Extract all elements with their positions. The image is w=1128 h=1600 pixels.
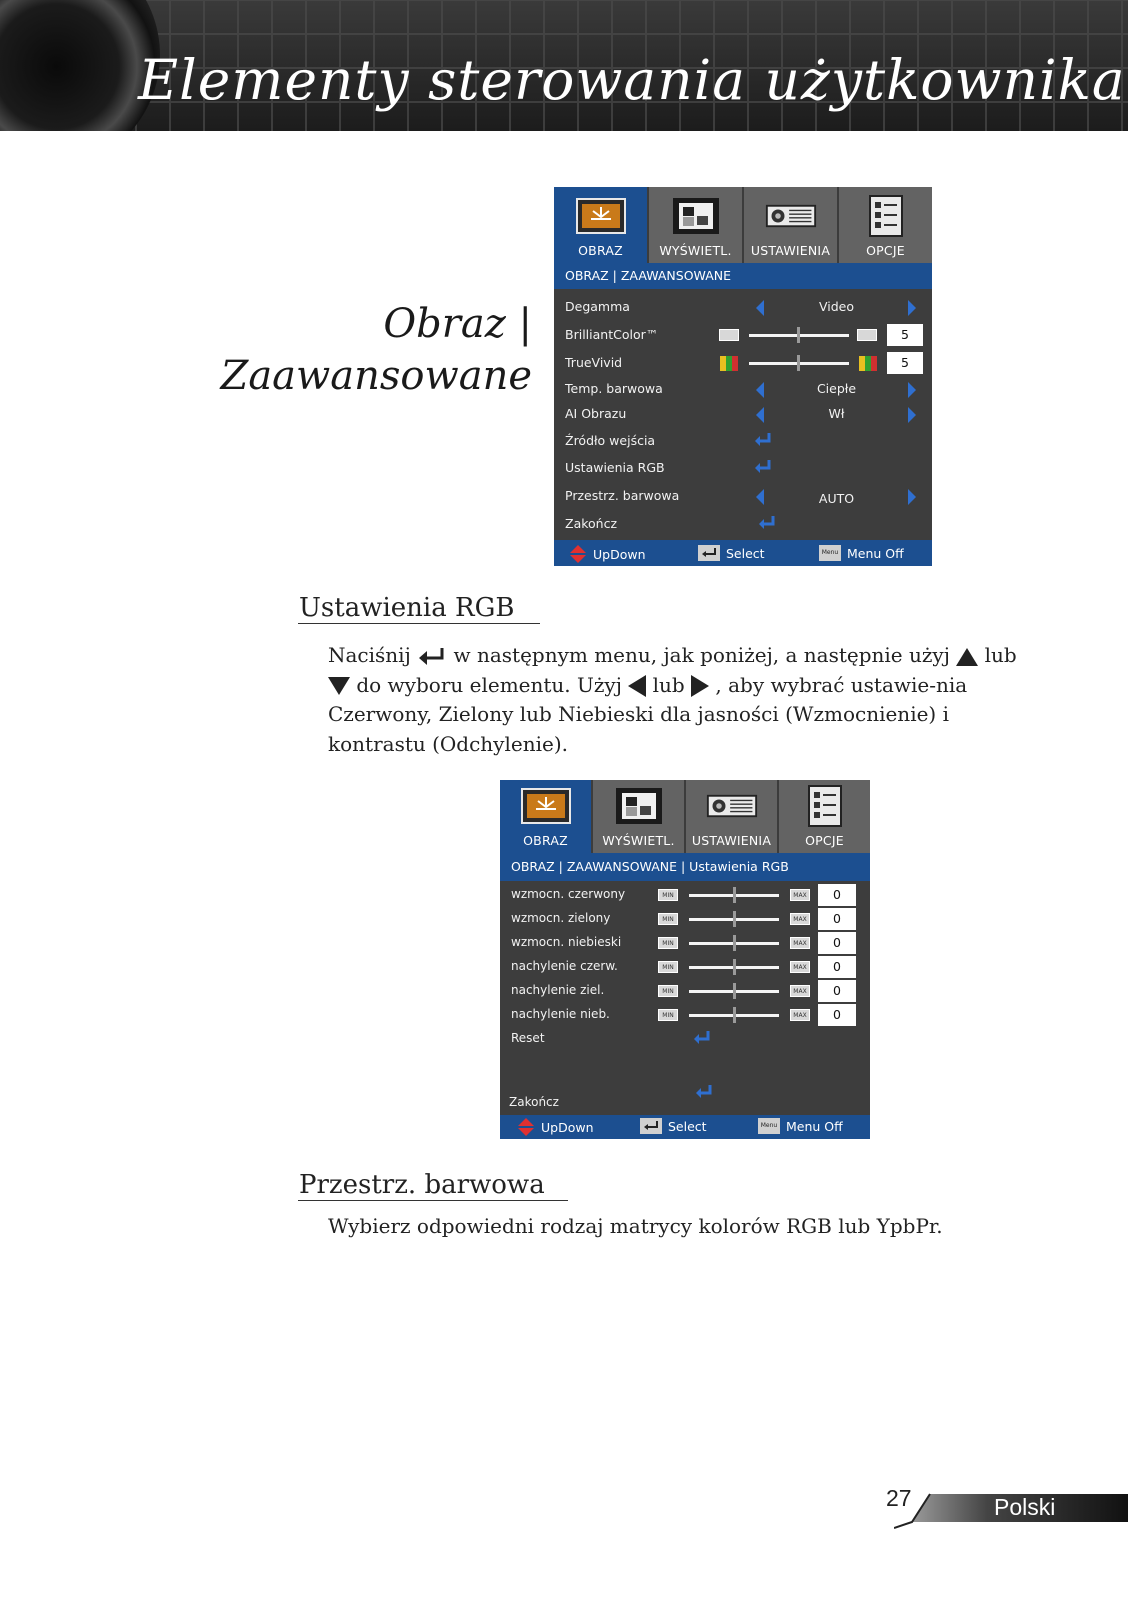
tab-ustawienia[interactable]	[686, 780, 779, 853]
enter-icon[interactable]	[754, 432, 772, 448]
min-label: MIN	[658, 889, 678, 901]
menu-item-value: AUTO	[818, 491, 855, 506]
menu-item-label: wzmocn. niebieski	[511, 935, 622, 949]
max-label: MAX	[790, 1009, 810, 1021]
green-gain-slider[interactable]	[689, 918, 779, 921]
rgb-row-green-bias[interactable]	[500, 980, 870, 1004]
updown-icon	[517, 1118, 535, 1136]
enter-icon[interactable]	[754, 459, 772, 475]
slider-knob[interactable]	[733, 959, 736, 975]
tab-label: OPCJE	[805, 833, 844, 848]
text-part: , aby wybrać ustawie-nia Czerwony, Zielony lub Niebieski dla jasności (Wzmocnienie) i kontrastu (Odchylenie).	[328, 672, 968, 756]
right-arrow-icon	[691, 675, 709, 697]
slider-knob[interactable]	[733, 887, 736, 903]
truevivid-slider[interactable]	[749, 362, 849, 365]
menu-breadcrumb: OBRAZ | ZAAWANSOWANE | Ustawienia RGB	[500, 853, 870, 881]
menu-item-value: 0	[818, 980, 856, 1002]
menu-item-label: Zakończ	[565, 516, 618, 531]
rgb-row-red-gain[interactable]	[500, 884, 870, 908]
rgb-section-heading: Ustawienia RGB	[299, 593, 515, 623]
menu-item-value: 5	[887, 324, 923, 346]
updown-icon	[569, 545, 587, 563]
tab-label: OPCJE	[866, 243, 905, 258]
menu-item-label: Przestrz. barwowa	[565, 488, 680, 503]
display-icon	[670, 194, 722, 238]
page-number: 27	[886, 1485, 912, 1511]
slider-knob[interactable]	[797, 355, 800, 371]
page-header-title: Elementy sterowania użytkownika	[138, 48, 1126, 112]
colorspace-section-text: Wybierz odpowiedni rodzaj matrycy kolorów RGB lub YpbPr.	[328, 1214, 943, 1238]
colorspace-section-heading: Przestrz. barwowa	[299, 1170, 545, 1200]
max-label: MAX	[790, 985, 810, 997]
header-banner	[0, 0, 1128, 131]
truevivid-max-icon	[859, 356, 877, 371]
red-bias-slider[interactable]	[689, 966, 779, 969]
enter-icon[interactable]	[693, 1030, 711, 1046]
right-arrow-icon[interactable]	[908, 382, 916, 398]
tab-obraz[interactable]	[554, 187, 649, 263]
down-arrow-icon	[328, 677, 350, 695]
rgb-row-blue-gain[interactable]	[500, 932, 870, 956]
left-arrow-icon	[628, 675, 646, 697]
min-label: MIN	[658, 985, 678, 997]
text-part: w następnym menu, jak poniżej, a następnie użyj	[453, 643, 957, 667]
osd-tab-bar	[500, 780, 870, 853]
rgb-row-green-gain[interactable]	[500, 908, 870, 932]
left-arrow-icon[interactable]	[756, 382, 764, 398]
picture-icon	[575, 194, 627, 238]
text-part: Naciśnij	[328, 643, 411, 667]
min-label: MIN	[658, 1009, 678, 1021]
slider-knob[interactable]	[733, 911, 736, 927]
right-arrow-icon[interactable]	[908, 407, 916, 423]
slider-knob[interactable]	[733, 935, 736, 951]
menu-item-truevivid[interactable]	[554, 352, 932, 376]
up-arrow-icon	[956, 648, 978, 666]
menu-item-label: nachylenie ziel.	[511, 983, 605, 997]
picture-icon	[520, 784, 572, 828]
enter-key-icon	[640, 1118, 662, 1134]
green-bias-slider[interactable]	[689, 990, 779, 993]
menu-item-ai[interactable]	[554, 403, 932, 427]
menu-item-value: 0	[818, 884, 856, 906]
menu-item-label: nachylenie nieb.	[511, 1007, 610, 1021]
footer-label: Menu Off	[847, 545, 904, 561]
right-arrow-icon[interactable]	[908, 489, 916, 505]
left-arrow-icon[interactable]	[756, 300, 764, 316]
osd-footer	[500, 1115, 870, 1139]
menu-breadcrumb: OBRAZ | ZAAWANSOWANE	[554, 263, 932, 289]
menu-item-label: Degamma	[565, 299, 630, 314]
projector-icon	[706, 784, 758, 828]
menu-item-value: Video	[818, 299, 855, 314]
rgb-row-exit[interactable]	[500, 1092, 870, 1116]
footer-label: Select	[726, 545, 765, 561]
rgb-section-text	[328, 641, 1028, 759]
menu-item-source[interactable]	[554, 430, 932, 454]
min-label: MIN	[658, 937, 678, 949]
rgb-row-red-bias[interactable]	[500, 956, 870, 980]
max-label: MAX	[790, 961, 810, 973]
footer-updown	[569, 545, 646, 563]
display-icon	[613, 784, 665, 828]
min-label: MIN	[658, 913, 678, 925]
tab-label: OBRAZ	[578, 243, 623, 258]
tab-label: WYŚWIETL.	[659, 243, 732, 258]
rgb-heading-underline	[298, 623, 540, 624]
tab-wyswietl[interactable]	[649, 187, 744, 263]
menu-item-label: Źródło wejścia	[565, 433, 656, 448]
text-part: lub	[984, 643, 1017, 667]
tab-label: OBRAZ	[523, 833, 568, 848]
menu-item-label: Ustawienia RGB	[565, 460, 665, 475]
min-label: MIN	[658, 961, 678, 973]
menu-item-value: Ciepłe	[816, 381, 857, 396]
options-list-icon	[860, 194, 912, 238]
menu-item-label: nachylenie czerw.	[511, 959, 618, 973]
projector-icon	[765, 194, 817, 238]
left-arrow-icon[interactable]	[756, 407, 764, 423]
menu-item-label: TrueVivid	[565, 355, 623, 370]
footer-select	[698, 545, 765, 561]
slider-knob[interactable]	[797, 327, 800, 343]
menu-item-label: Temp. barwowa	[565, 381, 663, 396]
blue-bias-slider[interactable]	[689, 1014, 779, 1017]
menu-key-icon: Menu	[819, 545, 841, 561]
text-part: do wyboru elementu. Użyj	[356, 672, 629, 697]
menu-item-value: 5	[887, 352, 923, 374]
enter-icon[interactable]	[695, 1084, 713, 1100]
colorspace-heading-underline	[298, 1200, 568, 1201]
projector-lens-image	[0, 0, 160, 131]
language-label: Polski	[994, 1494, 1056, 1520]
footer-label: Menu Off	[786, 1118, 843, 1134]
max-label: MAX	[790, 913, 810, 925]
menu-item-value: 0	[818, 1004, 856, 1026]
text-part: lub	[652, 672, 692, 697]
menu-item-exit[interactable]	[554, 513, 932, 537]
blue-gain-slider[interactable]	[689, 942, 779, 945]
max-label: MAX	[790, 937, 810, 949]
menu-item-rgb[interactable]	[554, 457, 932, 481]
osd-tab-bar	[554, 187, 932, 263]
menu-item-label: BrilliantColor™	[565, 327, 659, 342]
bc-min-icon	[719, 329, 739, 341]
section-title-line1: Obraz |	[383, 301, 532, 347]
options-list-icon	[799, 784, 851, 828]
menu-item-label: Zakończ	[509, 1095, 559, 1109]
tab-label: WYŚWIETL.	[602, 833, 675, 848]
rgb-row-reset[interactable]	[500, 1028, 870, 1052]
menu-item-value: Wł	[828, 406, 845, 421]
enter-icon	[417, 646, 447, 668]
section-title-line2: Zaawansowane	[220, 353, 532, 399]
menu-item-value: 0	[818, 932, 856, 954]
menu-item-value: 0	[818, 956, 856, 978]
osd-menu-rgb-settings	[500, 780, 870, 1139]
enter-key-icon	[698, 545, 720, 561]
menu-item-temp[interactable]	[554, 378, 932, 402]
menu-item-colorspace[interactable]	[554, 485, 932, 509]
osd-menu-advanced	[554, 187, 932, 566]
tab-opcje[interactable]	[839, 187, 932, 263]
right-arrow-icon[interactable]	[908, 300, 916, 316]
footer-select	[640, 1118, 707, 1134]
tab-wyswietl[interactable]	[593, 780, 686, 853]
max-label: MAX	[790, 889, 810, 901]
tab-label: USTAWIENIA	[750, 243, 831, 258]
brilliantcolor-slider[interactable]	[749, 334, 849, 337]
tab-label: USTAWIENIA	[691, 833, 772, 848]
rgb-row-blue-bias[interactable]	[500, 1004, 870, 1028]
footer-updown	[517, 1118, 594, 1136]
menu-item-label: wzmocn. zielony	[511, 911, 611, 925]
menu-item-label: AI Obrazu	[565, 406, 627, 421]
section-title	[221, 298, 532, 402]
footer-menu-off	[758, 1118, 843, 1134]
menu-item-label: Reset	[511, 1031, 545, 1045]
footer-menu-off	[819, 545, 904, 561]
tab-obraz[interactable]	[500, 780, 593, 853]
footer-label: UpDown	[593, 546, 646, 562]
menu-item-brilliantcolor[interactable]	[554, 324, 932, 348]
footer-label: UpDown	[541, 1119, 594, 1135]
footer-label: Select	[668, 1118, 707, 1134]
bc-max-icon	[857, 329, 877, 341]
menu-key-icon: Menu	[758, 1118, 780, 1134]
red-gain-slider[interactable]	[689, 894, 779, 897]
truevivid-min-icon	[720, 356, 738, 371]
tab-opcje[interactable]	[779, 780, 870, 853]
slider-knob[interactable]	[733, 983, 736, 999]
menu-item-value: 0	[818, 908, 856, 930]
menu-item-degamma[interactable]	[554, 296, 932, 320]
slider-knob[interactable]	[733, 1007, 736, 1023]
left-arrow-icon[interactable]	[756, 489, 764, 505]
menu-item-label: wzmocn. czerwony	[511, 887, 626, 901]
tab-ustawienia[interactable]	[744, 187, 839, 263]
osd-footer	[554, 540, 932, 566]
enter-icon[interactable]	[758, 515, 776, 531]
